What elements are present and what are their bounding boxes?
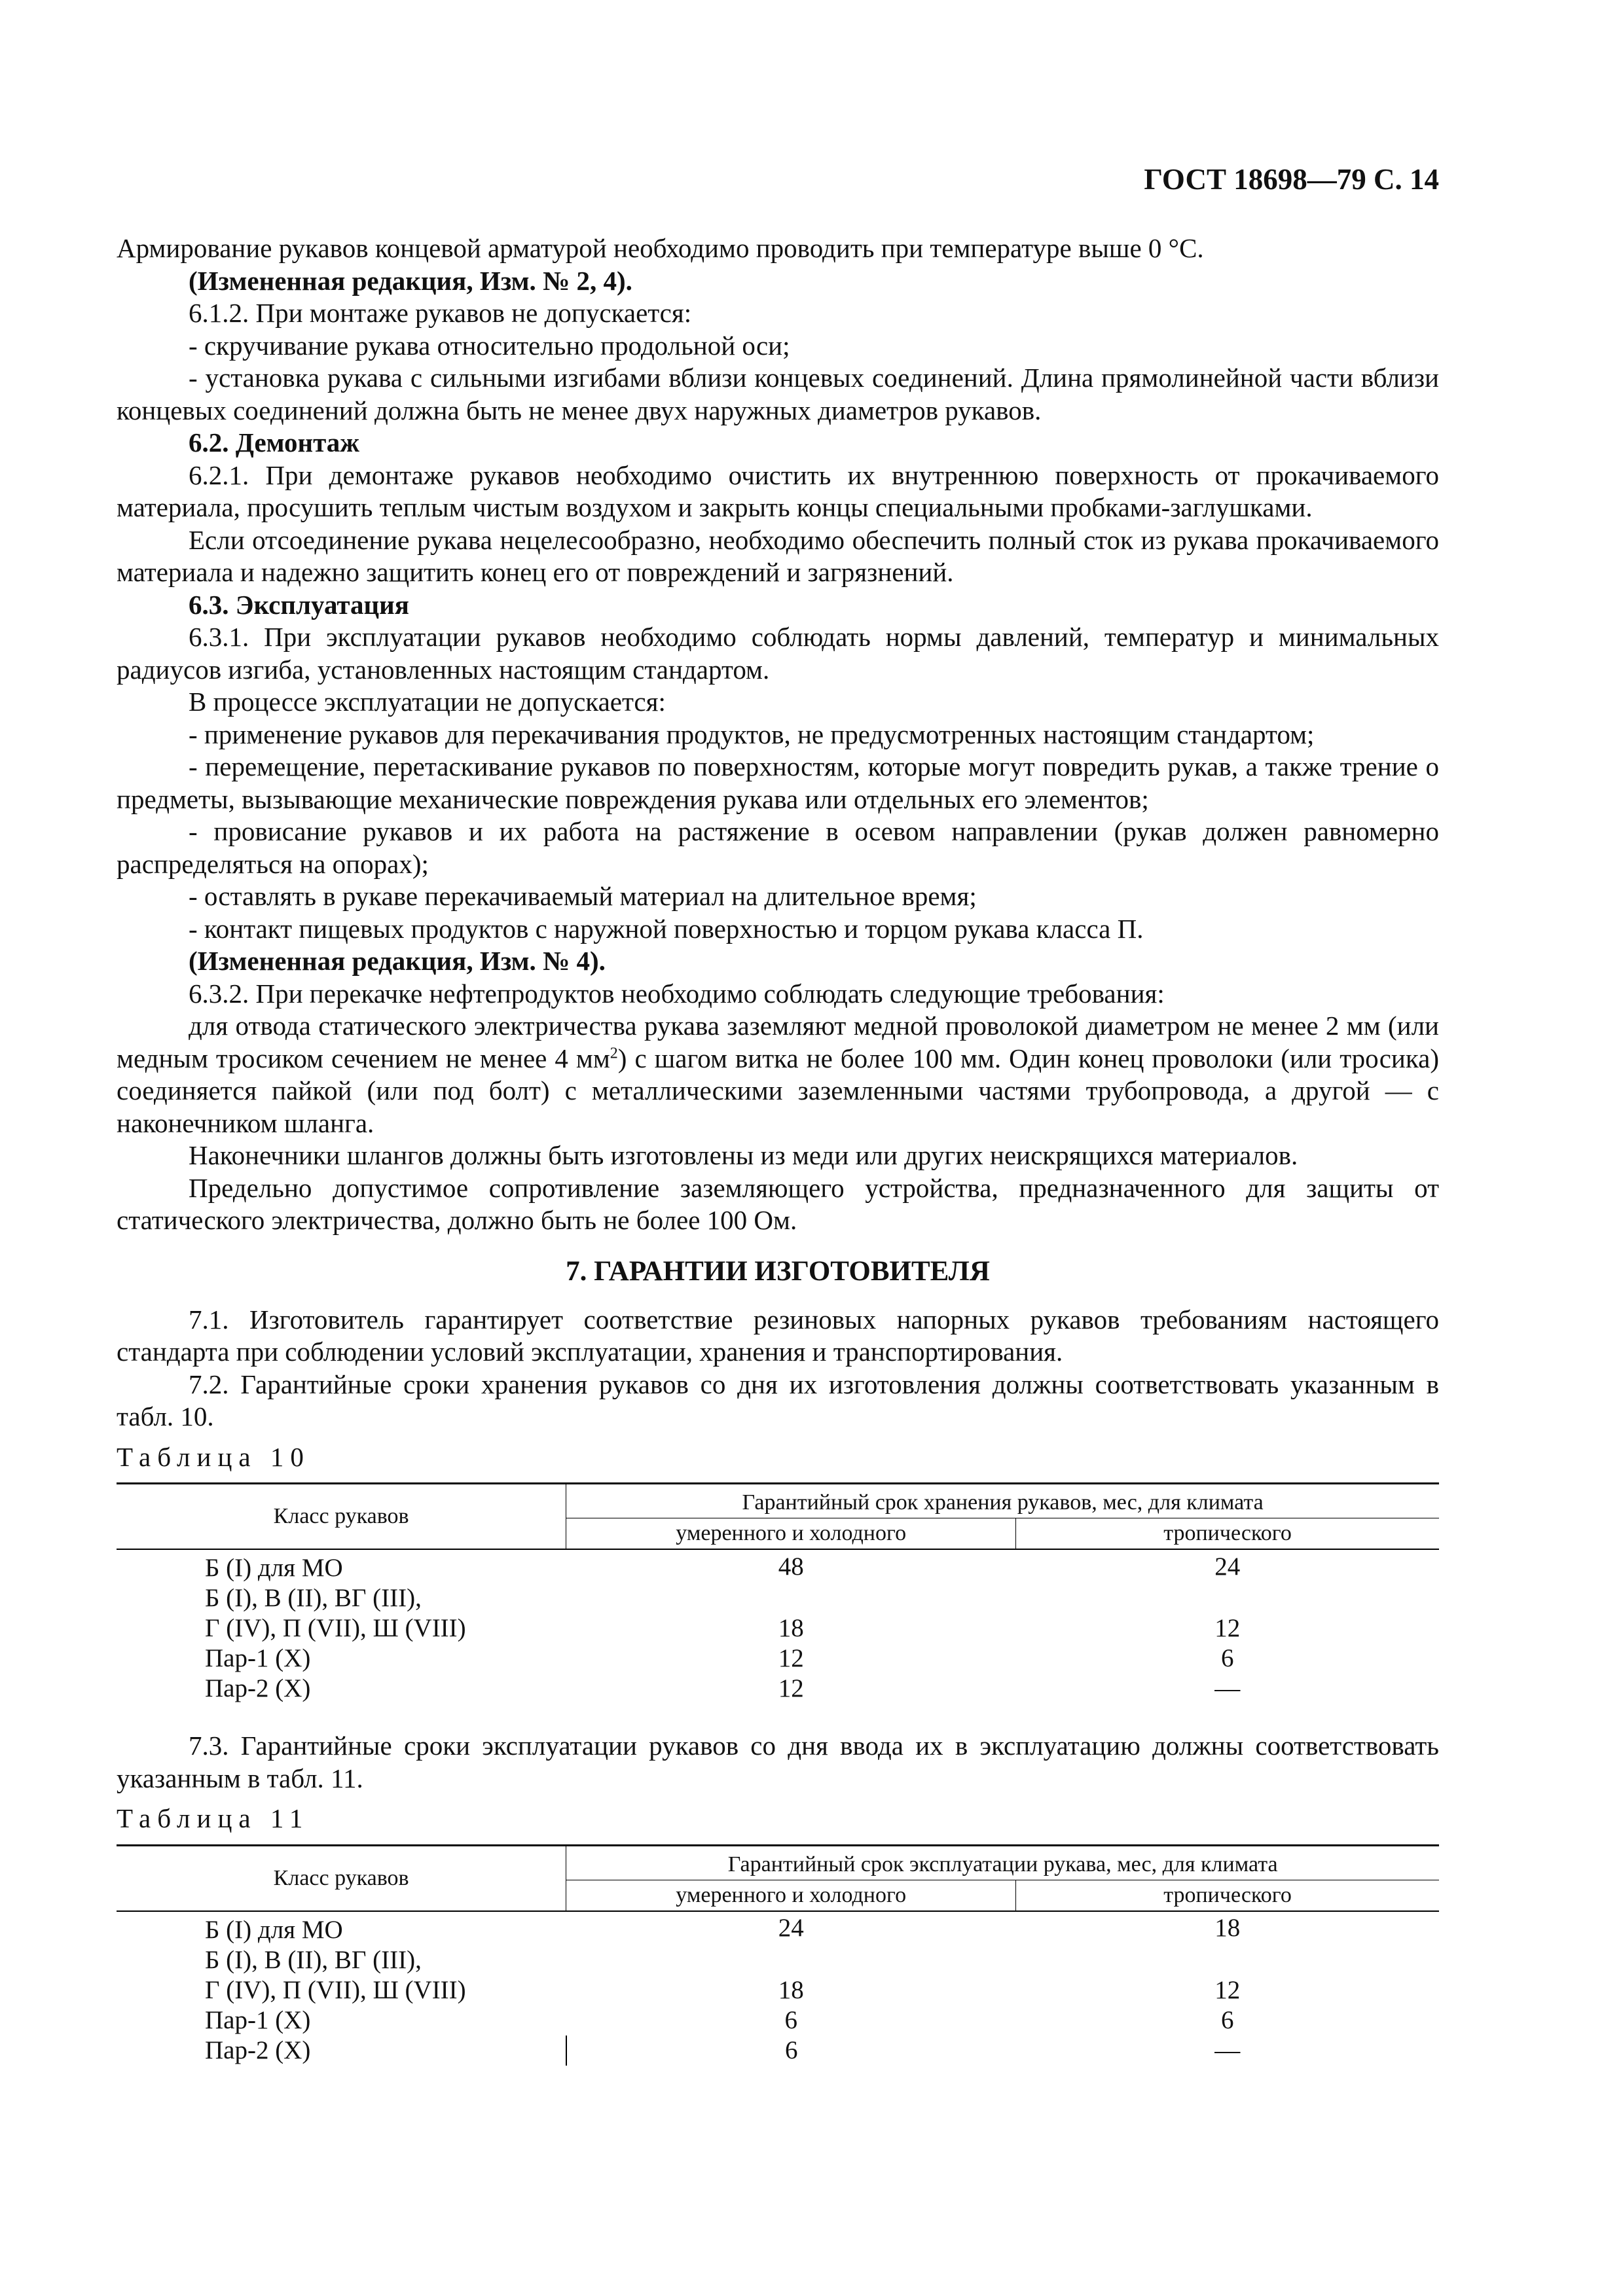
table-header-group: Гарантийный срок эксплуатации рукава, мес, для климата	[566, 1845, 1439, 1880]
table-cell: 12	[778, 1674, 804, 1702]
table-cell	[566, 1945, 1016, 1975]
paragraph: 7.3. Гарантийные сроки эксплуатации рукавов со дня ввода их в эксплуатацию должны соответствовать указанным в табл. 11.	[117, 1731, 1439, 1793]
list-item: - скручивание рукава относительно продольной оси;	[189, 330, 790, 361]
table-cell: 12	[1214, 1614, 1241, 1642]
list-item: - применение рукавов для перекачивания продуктов, не предусмотренных настоящим стандартом;	[189, 719, 1315, 749]
table-header-temperate: умеренного и холодного	[566, 1880, 1016, 1911]
table-cell: 6	[1221, 1644, 1234, 1672]
table-cell: 24	[778, 1914, 804, 1942]
table-cell: —	[1214, 2036, 1241, 2064]
section-heading: 6.2. Демонтаж	[189, 427, 360, 457]
table-cell: 24	[1214, 1552, 1241, 1581]
section-heading: 6.3. Эксплуатация	[189, 589, 409, 620]
paragraph: 7.1. Изготовитель гарантирует соответствие резиновых напорных рукавов требованиям настоящего стандарта при соблюдении условий эксплуатации, хранения и транспортирования.	[117, 1304, 1439, 1367]
table-cell: Г (IV), П (VII), Ш (VIII)	[205, 1975, 466, 2004]
table-caption: Таблица 11	[117, 1803, 310, 1833]
paragraph: 7.2. Гарантийные сроки хранения рукавов со дня их изготовления должны соответствовать указанным в табл. 10.	[117, 1369, 1439, 1431]
list-item: - провисание рукавов и их работа на растяжение в осевом направлении (рукав должен равномерно распределяться на опорах);	[117, 816, 1439, 879]
table-cell: Б (I) для МО	[205, 1915, 343, 1944]
paragraph-text: ) с шагом витка не более 100 мм. Один конец проволоки (или тросика) соединяется пайкой (или под болт) с металлическими заземленными частями трубопровода, а другой — с наконечником шланга.	[117, 1043, 1439, 1138]
paragraph: Предельно допустимое сопротивление заземляющего устройства, предназначенного для защиты от статического электричества, должно быть не более 100 Ом.	[117, 1172, 1439, 1235]
table-header-tropical: тропического	[1016, 1880, 1439, 1911]
table-cell: Б (I), В (II), ВГ (III),	[205, 1584, 422, 1612]
table-cell: 6	[566, 2036, 1016, 2066]
list-item: - контакт пищевых продуктов с наружной поверхностью и торцом рукава класса П.	[189, 913, 1144, 944]
list-item: - установка рукава с сильными изгибами вблизи концевых соединений. Длина прямолинейной части вблизи концевых соединений должна быть не менее двух наружных диаметров рукавов.	[117, 363, 1439, 425]
list-item: - перемещение, перетаскивание рукавов по поверхностям, которые могут повредить рукав, а также трение о предметы, вызывающие механические повреждения рукава или отдельных его элементов;	[117, 751, 1439, 814]
superscript: 2	[610, 1044, 618, 1062]
amendment-note: (Измененная редакция, Изм. № 4).	[189, 946, 606, 976]
paragraph-text: для отвода статического электричества рукава заземляют медной проволокой диаметром не менее 2 мм (или медным тросиком сечением не менее 4 мм	[117, 1011, 1439, 1073]
paragraph: 6.3.1. При эксплуатации рукавов необходимо соблюдать нормы давлений, температур и минимальных радиусов изгиба, установленных настоящим стандартом.	[117, 622, 1439, 685]
paragraph: 6.1.2. При монтаже рукавов не допускается:	[189, 298, 692, 328]
table-header-group: Гарантийный срок хранения рукавов, мес, для климата	[566, 1484, 1439, 1518]
table-cell: Пар-2 (X)	[205, 1674, 311, 1702]
table-cell: Пар-1 (X)	[205, 2005, 311, 2034]
page-header: ГОСТ 18698—79 С. 14	[1144, 163, 1439, 196]
table-11	[117, 1844, 1439, 2066]
table-header-class: Класс рукавов	[117, 1484, 566, 1550]
paragraph: 6.2.1. При демонтаже рукавов необходимо очистить их внутреннюю поверхность от прокачиваемого материала, просушить теплым чистым воздухом и закрыть концы специальными пробками-заглушками.	[117, 459, 1439, 522]
list-item: - оставлять в рукаве перекачиваемый материал на длительное время;	[189, 881, 977, 911]
table-cell: 6	[1221, 2005, 1234, 2034]
paragraph: Если отсоединение рукава нецелесообразно, необходимо обеспечить полный сток из рукава прокачиваемого материала и надежно защитить конец его от повреждений и загрязнений.	[117, 524, 1439, 587]
paragraph: Армирование рукавов концевой арматурой необходимо проводить при температуре выше 0 °С.	[117, 233, 1204, 263]
table-header-tropical: тропического	[1016, 1518, 1439, 1550]
table-cell	[1016, 1583, 1439, 1613]
table-cell: —	[1214, 1674, 1241, 1702]
document-body	[117, 232, 1439, 2066]
table-header-temperate: умеренного и холодного	[566, 1518, 1016, 1550]
table-cell: 6	[784, 2005, 797, 2034]
table-cell: Пар-2 (X)	[205, 2036, 311, 2064]
table-cell: 48	[778, 1552, 804, 1581]
paragraph: 6.3.2. При перекачке нефтепродуктов необходимо соблюдать следующие требования:	[189, 978, 1165, 1009]
table-caption: Таблица 10	[117, 1441, 310, 1472]
table-cell: 18	[778, 1614, 804, 1642]
table-cell	[1016, 1945, 1439, 1975]
section-title: 7. ГАРАНТИИ ИЗГОТОВИТЕЛЯ	[566, 1255, 990, 1287]
paragraph	[117, 1010, 1439, 1139]
table-cell: Б (I) для МО	[205, 1554, 343, 1582]
table-cell: Г (IV), П (VII), Ш (VIII)	[205, 1614, 466, 1642]
amendment-note: (Измененная редакция, Изм. № 2, 4).	[189, 265, 632, 296]
table-cell: 18	[1214, 1914, 1241, 1942]
table-header-class: Класс рукавов	[117, 1845, 566, 1911]
table-cell	[566, 1583, 1016, 1613]
table-cell: 12	[1214, 1975, 1241, 2004]
table-cell: 12	[778, 1644, 804, 1672]
table-cell: Пар-1 (X)	[205, 1644, 311, 1672]
table-10	[117, 1482, 1439, 1704]
paragraph: В процессе эксплуатации не допускается:	[189, 687, 666, 717]
table-cell: 18	[778, 1975, 804, 2004]
paragraph: Наконечники шлангов должны быть изготовлены из меди или других неискрящихся материалов.	[189, 1140, 1298, 1170]
table-cell: Б (I), В (II), ВГ (III),	[205, 1945, 422, 1974]
